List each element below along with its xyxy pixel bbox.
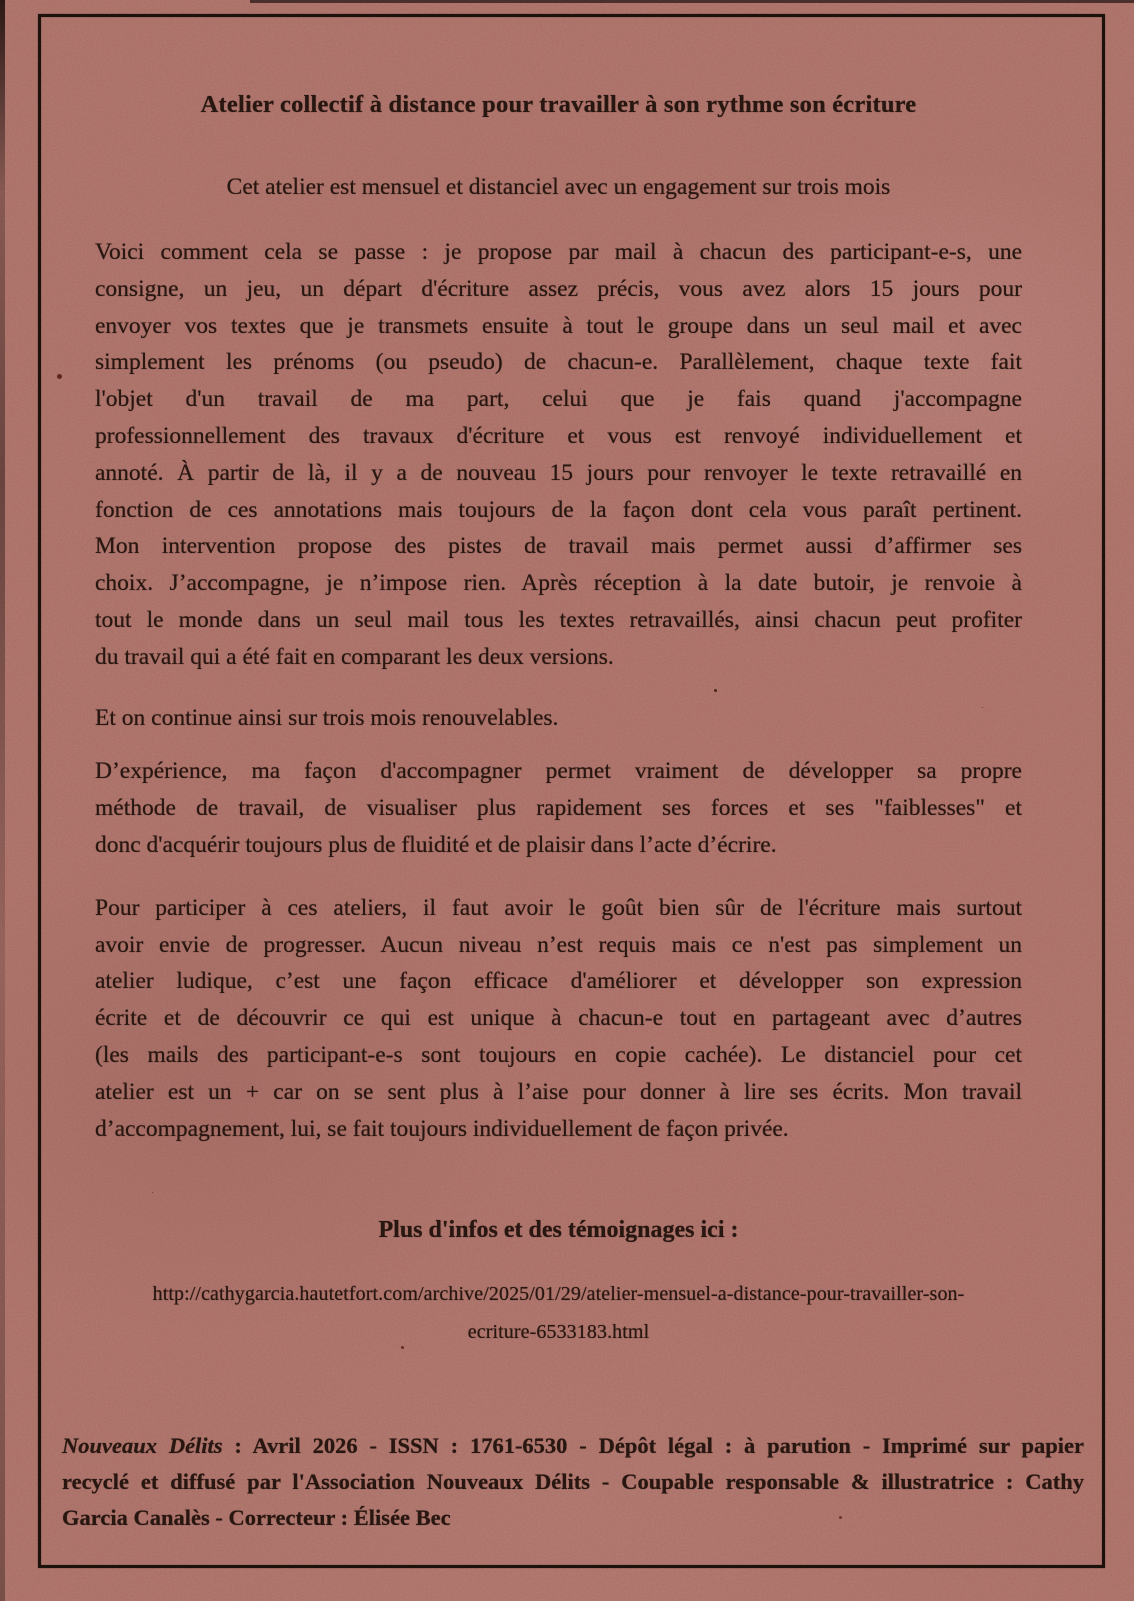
page-subtitle: Cet atelier est mensuel et distanciel avec un engagement sur trois mois (226, 174, 891, 200)
body-paragraphs (95, 234, 1022, 1147)
paragraph-1-line-11: tout le monde dans un seul mail tous les textes retravaillés, ainsi chacun peut profiter (95, 606, 1022, 633)
info-url-line-2: ecriture-6533183.html (467, 1321, 650, 1344)
paper-speckles (57, 374, 62, 379)
footer-line-1-rest: : Avril 2026 - ISSN : 1761-6530 - Dépôt légal : à parution - Imprimé sur papier (222, 1433, 1085, 1458)
paragraph-4-line-3: atelier ludique, c’est une façon efficace d'améliorer et développer son expression (95, 968, 1022, 995)
paragraph-1-line-4: simplement les prénoms (ou pseudo) de chacun-e. Parallèlement, chaque texte fait (95, 349, 1022, 376)
text-column (95, 90, 1022, 1351)
colophon-footer (62, 1428, 1084, 1536)
paragraph-4-line-7: d’accompagnement, lui, se fait toujours individuellement de façon privée. (95, 1115, 789, 1142)
info-heading: Plus d'infos et des témoignages ici : (378, 1217, 739, 1244)
paragraph-4-line-1: Pour participer à ces ateliers, il faut avoir le goût bien sûr de l'écriture mais surtout (95, 894, 1022, 921)
paragraph-1-line-7: annoté. À partir de là, il y a de nouveau 15 jours pour renvoyer le texte retravaillé en (95, 459, 1022, 486)
paragraph-4-line-4: écrite et de découvrir ce qui est unique à chacun-e tout en partageant avec d’autres (95, 1005, 1022, 1032)
scan-edge-shadow-left (0, 0, 5, 1601)
paragraph-1-line-5: l'objet d'un travail de ma part, celui que je fais quand j'accompagne (95, 386, 1022, 413)
info-url-line-1: http://cathygarcia.hautetfort.com/archive/2025/01/29/atelier-mensuel-a-distance-pour-travailler-son- (152, 1283, 965, 1306)
paragraph-1-line-10: choix. J’accompagne, je n’impose rien. Après réception à la date butoir, je renvoie à (95, 570, 1022, 597)
footer-line-1 (62, 1428, 1084, 1464)
paragraph-1-line-1: Voici comment cela se passe : je propose par mail à chacun des participant-e-s, une (95, 239, 1022, 265)
paragraph-4-line-2: avoir envie de progresser. Aucun niveau n’est requis mais ce n'est pas simplement un (95, 931, 1022, 958)
paragraph-1-line-2: consigne, un jeu, un départ d'écriture assez précis, vous avez alors 15 jours pour (95, 275, 1022, 302)
paragraph-1 (95, 234, 1022, 676)
paragraph-1-line-9: Mon intervention propose des pistes de travail mais permet aussi d’affirmer ses (95, 533, 1022, 560)
paragraph-2-line-1: Et on continue ainsi sur trois mois renouvelables. (95, 704, 559, 731)
paragraph-4-line-6: atelier est un + car on se sent plus à l’aise pour donner à lire ses écrits. Mon travail (95, 1078, 1022, 1105)
paragraph-3-line-3: donc d'acquérir toujours plus de fluidité et de plaisir dans l’acte d’écrire. (95, 831, 777, 858)
paragraph-4-line-5: (les mails des participant-e-s sont toujours en copie cachée). Le distanciel pour cet (95, 1041, 1022, 1068)
journal-name: Nouveaux Délits (62, 1433, 223, 1458)
footer-line-2: recyclé et diffusé par l'Association Nouveaux Délits - Coupable responsable & illustratrice : Cathy (62, 1469, 1084, 1494)
scan-edge-shadow-top (250, 0, 1134, 3)
paragraph-3 (95, 753, 1022, 863)
paragraph-1-line-8: fonction de ces annotations mais toujours de la façon dont cela vous paraît pertinent. (95, 496, 1022, 523)
paragraph-3-line-2: méthode de travail, de visualiser plus rapidement ses forces et ses "faiblesses" et (95, 795, 1022, 822)
page-title: Atelier collectif à distance pour travailler à son rythme son écriture (200, 91, 917, 118)
paragraph-1-line-3: envoyer vos textes que je transmets ensuite à tout le groupe dans un seul mail et avec (95, 312, 1022, 339)
paragraph-4 (95, 890, 1022, 1148)
info-url (95, 1275, 1022, 1351)
paragraph-1-line-12: du travail qui a été fait en comparant les deux versions. (95, 643, 614, 670)
paragraph-1-line-6: professionnellement des travaux d'écriture et vous est renvoyé individuellement et (95, 422, 1022, 449)
paragraph-3-line-1: D’expérience, ma façon d'accompagner permet vraiment de développer sa propre (95, 758, 1022, 785)
paragraph-2 (95, 700, 1022, 737)
footer-line-3: Garcia Canalès - Correcteur : Élisée Bec (62, 1505, 451, 1530)
